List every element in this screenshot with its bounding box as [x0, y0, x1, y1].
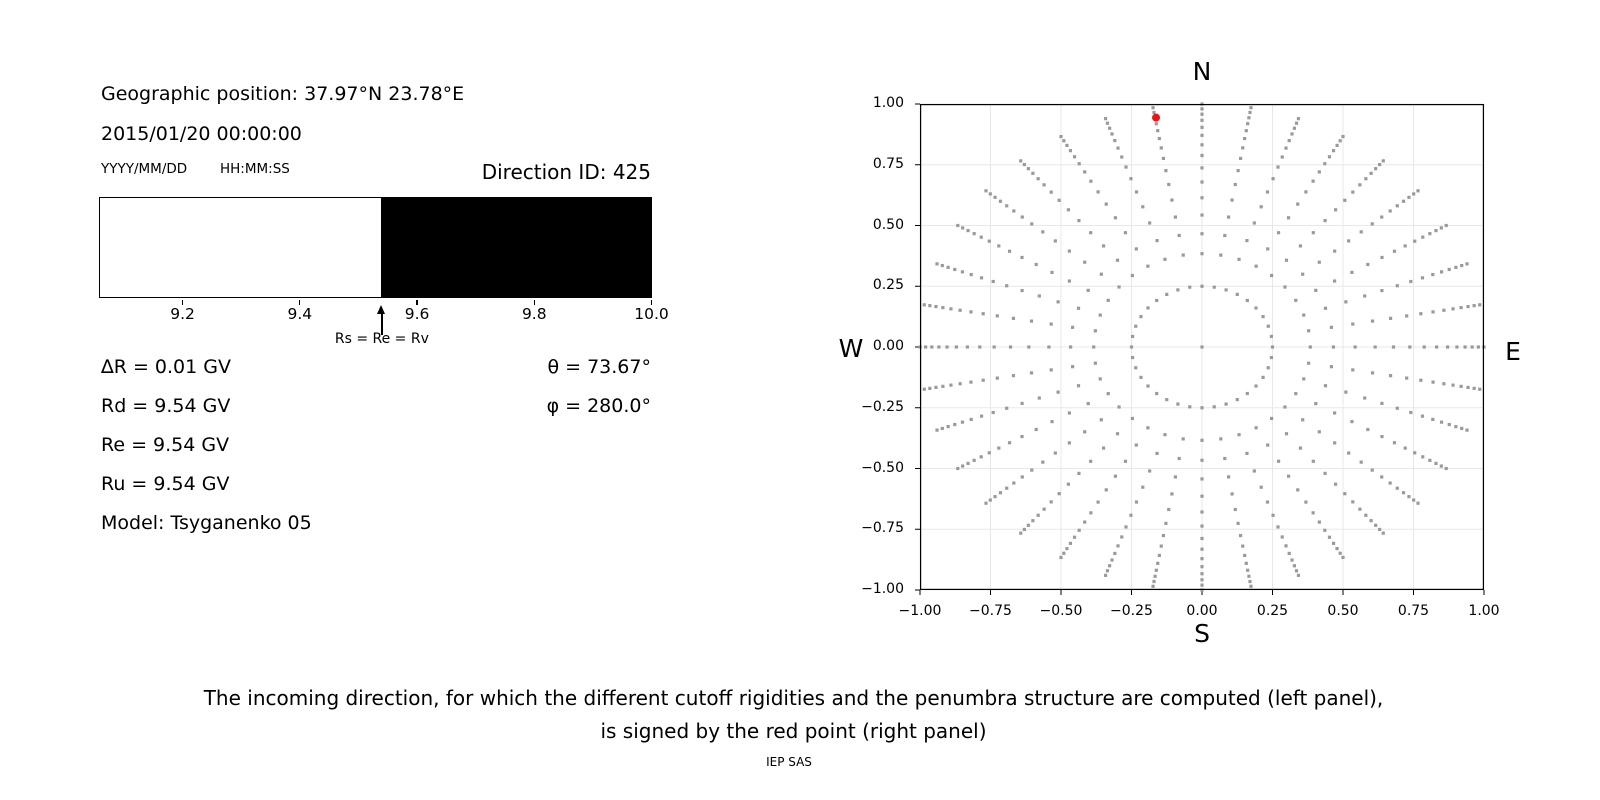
x-tick-label: 0.00	[1186, 603, 1218, 619]
direction-scatter-plot	[920, 104, 1484, 590]
ru-value: Ru = 9.54 GV	[101, 473, 230, 495]
north-label: N	[1192, 57, 1212, 86]
y-tick-label: −0.25	[861, 398, 904, 415]
x-tick-label: 0.75	[1397, 603, 1430, 619]
y-tick-label: −1.00	[861, 581, 904, 597]
re-value: Re = 9.54 GV	[101, 434, 230, 456]
cutoff-arrow-label: Rs = Re = Rv	[334, 331, 429, 347]
x-tick-label: 0.25	[1256, 603, 1289, 619]
date-format-hint: YYYY/MM/DD	[101, 161, 188, 177]
y-tick-label: 0.00	[872, 338, 904, 354]
y-tick-label: −0.75	[861, 520, 904, 537]
y-tick-label: −0.50	[861, 459, 904, 476]
delta-r-value: ∆R = 0.01 GV	[101, 356, 231, 378]
credit-text: IEP SAS	[766, 755, 812, 769]
penumbra-tick-label: 9.6	[404, 304, 430, 323]
y-tick-label: 0.25	[872, 277, 904, 294]
direction-id-text: Direction ID: 425	[481, 160, 651, 184]
penumbra-tick-label: 9.4	[287, 304, 313, 323]
penumbra-tick-label: 10.0	[634, 304, 669, 323]
axis-tick-marks	[915, 104, 1484, 595]
west-label: W	[838, 334, 864, 363]
south-label: S	[1194, 619, 1210, 648]
x-tick-label: −1.00	[898, 603, 942, 619]
rd-value: Rd = 9.54 GV	[101, 395, 231, 417]
x-tick-label: −0.50	[1039, 603, 1083, 619]
geo-position-text: Geographic position: 37.97°N 23.78°E	[101, 83, 465, 105]
theta-value: θ = 73.67°	[547, 356, 651, 378]
y-tick-label: 0.75	[872, 155, 904, 172]
phi-value: φ = 280.0°	[546, 395, 651, 417]
caption-line1: The incoming direction, for which the different cutoff rigidities and the penumbra structure are computed (left panel),	[203, 686, 1384, 710]
time-format-hint: HH:MM:SS	[220, 161, 290, 177]
penumbra-forbidden-region	[381, 198, 651, 297]
penumbra-tick-label: 9.2	[170, 304, 195, 323]
selected-direction-point	[1152, 114, 1160, 122]
x-tick-label: 1.00	[1468, 603, 1500, 619]
east-label: E	[1505, 337, 1521, 366]
caption-line2: is signed by the red point (right panel)	[600, 719, 987, 743]
penumbra-tick-label: 9.8	[521, 304, 547, 323]
y-tick-label: 0.50	[872, 216, 904, 233]
direction-scatter-canvas	[920, 104, 1484, 590]
x-tick-label: −0.25	[1110, 603, 1153, 619]
y-tick-label: 1.00	[872, 95, 904, 111]
x-tick-label: −0.75	[969, 603, 1012, 619]
datetime-text: 2015/01/20 00:00:00	[101, 123, 302, 145]
penumbra-chart	[99, 197, 652, 298]
x-tick-label: 0.50	[1327, 603, 1359, 619]
model-name: Model: Tsyganenko 05	[101, 512, 312, 534]
